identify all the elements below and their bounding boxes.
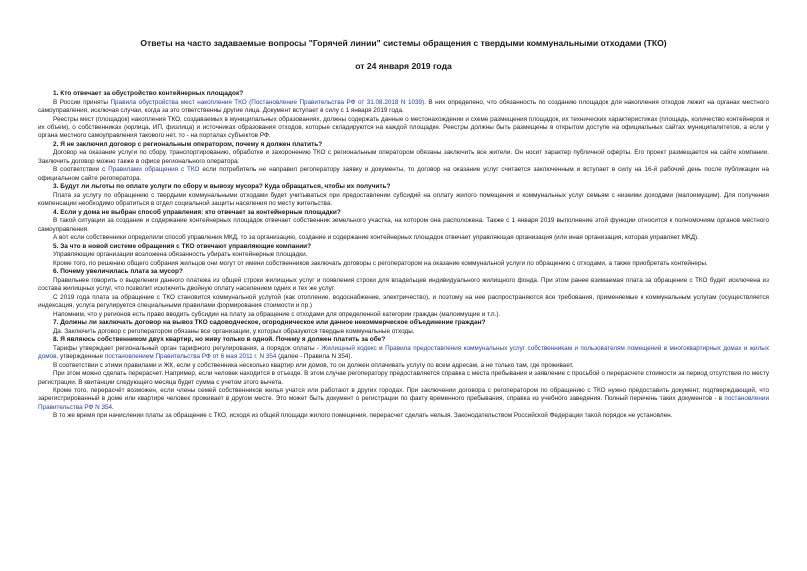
question-2-paragraph-2 — [38, 166, 769, 183]
link-resolution-354[interactable]: постановлением Правительства РФ от 6 мая 2011 г. N 354 — [104, 353, 277, 361]
question-5-paragraph-2: Кроме того, по решению общего собрания жильцов они могут от имени собственников заключать договоры с регоператором на оказание коммунальной услуги по обращению с отходами, а также приобретать контейнеры. — [53, 259, 708, 267]
question-7-heading: 7. Должны ли заключать договор на вывоз ТКО садоводческое, огородническое или дачное некоммерческое объединение граждан? — [53, 319, 486, 327]
page-title: Ответы на часто задаваемые вопросы "Горячей линии" системы обращения с твердыми коммунальными отходами (ТКО) — [140, 38, 667, 48]
question-5-heading: 5. За что в новой системе обращения с ТКО отвечают управляющие компании? — [53, 242, 312, 250]
text: если потребитель не направил регоператору заявку и документы, то договор на оказание услуг считается заключенным и вступает в силу на 16-й рабочий день после публикации на официальном сайте регоператора. — [38, 166, 769, 182]
question-2-paragraph-1: Договор на оказание услуги по сбору, транспортированию, обработке и захоронению ТКО с региональным оператором обязаны заключить все жители. Он носит характер публичной оферты. Его проект размещается на сайте компании. Заключить договор можно также в офисе регионального оператора. — [38, 149, 769, 165]
question-8-heading: 8. Я являюсь собственником двух квартир, но живу только в одной. Почему я должен платить за обе? — [53, 336, 386, 344]
question-8-paragraph-3: При этом можно сделать перерасчет. Например, если человек находится в отъезде. В этом случае регоператору предоставляется справка с места пребывания и заявление с просьбой о перерасчете стоимости за период отсутствия по месту регистрации. В квитанции следующего месяца будет сумма с учетом этого вычета. — [38, 370, 769, 386]
question-6-paragraph-3: Напомним, что у регионов есть право вводить субсидии на плату за обращение с отходами для определенной категории граждан (малоимущие и т.п.). — [53, 310, 501, 318]
text: В соответствии с — [53, 166, 109, 174]
question-8-paragraph-4 — [38, 387, 769, 412]
question-8-paragraph-1 — [38, 345, 769, 362]
link-housing-code[interactable]: Жилищный кодекс — [321, 344, 377, 352]
question-1-heading: 1. Кто отвечает за обустройство контейнерных площадок? — [53, 90, 244, 97]
document-body — [38, 90, 769, 421]
question-4-heading: 4. Если у дома не выбран способ управления: кто отвечает за контейнерные площадки? — [53, 208, 341, 216]
question-4-paragraph-2: А вот если собственники определили способ управления МКД, то за организацию, создание и содержание контейнерных площадок отвечает управляющая организация (или иная организация, которая управляет МКД). — [53, 234, 699, 242]
question-5-paragraph-1: Управляющие организации возложена обязанность убирать контейнерные площадки. — [53, 251, 308, 259]
question-3-paragraph-1: Плата за услугу по обращению с твердыми коммунальными отходами будет учитываться при предоставлении субсидий на оплату жилого помещения и коммунальных услуг семьям с низкими доходами (малоимущим). Для получения компенсации необходимо обратиться в отдел социальной защиты населения по месту жительства. — [38, 191, 769, 208]
link-rules-container-sites[interactable]: Правила обустройства мест накопления ТКО (Постановление Правительства РФ от 31.08.2018 N 1039) — [110, 98, 425, 106]
question-7-paragraph-1: Да. Заключить договор с регоператором обязаны все организации, у которых образуются твердые коммунальные отходы. — [53, 327, 415, 335]
page-subtitle: от 24 января 2019 года — [355, 61, 452, 71]
text: . — [112, 403, 114, 411]
link-utility-rules[interactable]: Правила предоставления коммунальных услуг собственникам и пользователям помещений в многоквартирных домах и жилых домов — [38, 344, 770, 361]
question-2-heading: 2. Я не заключил договор с региональным оператором, почему я должен платить? — [53, 140, 323, 148]
question-4-paragraph-1: В такой ситуации за создание и содержание контейнерных площадок отвечает собственник земельного участка, на котором она расположена. Также с 1 января 2019 выполнение этой функции относится к полномочиям органов местного самоуправления. — [38, 217, 769, 233]
text: Кроме того, перерасчёт возможен, если члены семей собственников жилья учатся или работают в других городах. При заключении договора с регоператором по обращению с ТКО нужно предоставить документ, подтверждающий, что зарегистрированный в доме или квартире человек проживает в другом месте. Это может быть документ о регистрации по факту временного пребывания, справка из учебного заведения. Полный перечень таких документов - в — [38, 386, 769, 403]
text: , утвержденные — [56, 353, 105, 361]
question-8-paragraph-2: В соответствии с этими правилами и ЖК, если у собственника несколько квартир или домов, то он должен оплачивать услугу по всем адресам, а не только там, где проживает. — [53, 361, 574, 369]
text: В России приняты — [53, 98, 111, 106]
question-6-heading: 6. Почему увеличилась плата за мусор? — [53, 268, 183, 276]
question-6-paragraph-2: С 2019 года плата за обращение с ТКО становится коммунальной услугой (как отопление, водоснабжение, электричество), и поэтому на нее распространяются все требования, применяемые к коммунальным услугам (осуществляется индексация, услуга регулируется специальными правилами формирования стоимости и пр.) — [38, 293, 769, 310]
text: . В них определено, что обязанность по созданию площадок для накопления отходов лежит на органах местного самоуправления, исключая случаи, когда за это ответственны другие лица. Документ вступает в силу с 1 января 2019 года. — [38, 98, 770, 115]
text: Тарифы утверждает региональный орган тарифного регулирования, а порядок оплаты - — [53, 344, 322, 352]
question-8-paragraph-5: В то же время при начислении платы за обращение с ТКО, исходя из общей площади жилого помещения, перерасчет сделать нельзя. Законодательством Российской Федерации такой порядок не установлен. — [53, 412, 673, 420]
question-6-paragraph-1: Правильнее говорить о выделении данного платежа из общей строки жилищных услуг и появления строки для владельцев индивидуального жилищного фонда. При этом ранее взимаемая плата за обращение с ТКО будет исключена из состава жилищных услуг, что позволит исключить двойную оплату населением одних и тех же услуг. — [38, 276, 769, 293]
link-tko-rules[interactable]: Правилами обращения с ТКО — [108, 166, 200, 174]
question-3-heading: 3. Будут ли льготы по оплате услуги по сбору и вывозу мусора? Куда обращаться, чтобы их получить? — [53, 183, 391, 191]
text: (далее - Правила N 354). — [276, 353, 353, 361]
link-resolution-354-list[interactable]: постановлении Правительства РФ N 354 — [38, 395, 769, 411]
question-1-paragraph-1 — [38, 99, 769, 116]
question-1-paragraph-2: Реестры мест (площадок) накопления ТКО, создаваемых в муниципальных образованиях, должны содержать данные о местонахождении и схеме размещения площадок, их технических характеристиках (площадь, количество контейнеров и их объем), о собственниках (юрлица, ИП, физлица) и источниках образования отходов, которые складируются на каждой площадке. Реестры должны быть размещены в открытом доступе на официальных сайтах муниципалитетов, а если у органа местного самоуправления такового нет, то - на порталах субъектов РФ. — [38, 115, 769, 140]
text: и — [376, 344, 386, 352]
